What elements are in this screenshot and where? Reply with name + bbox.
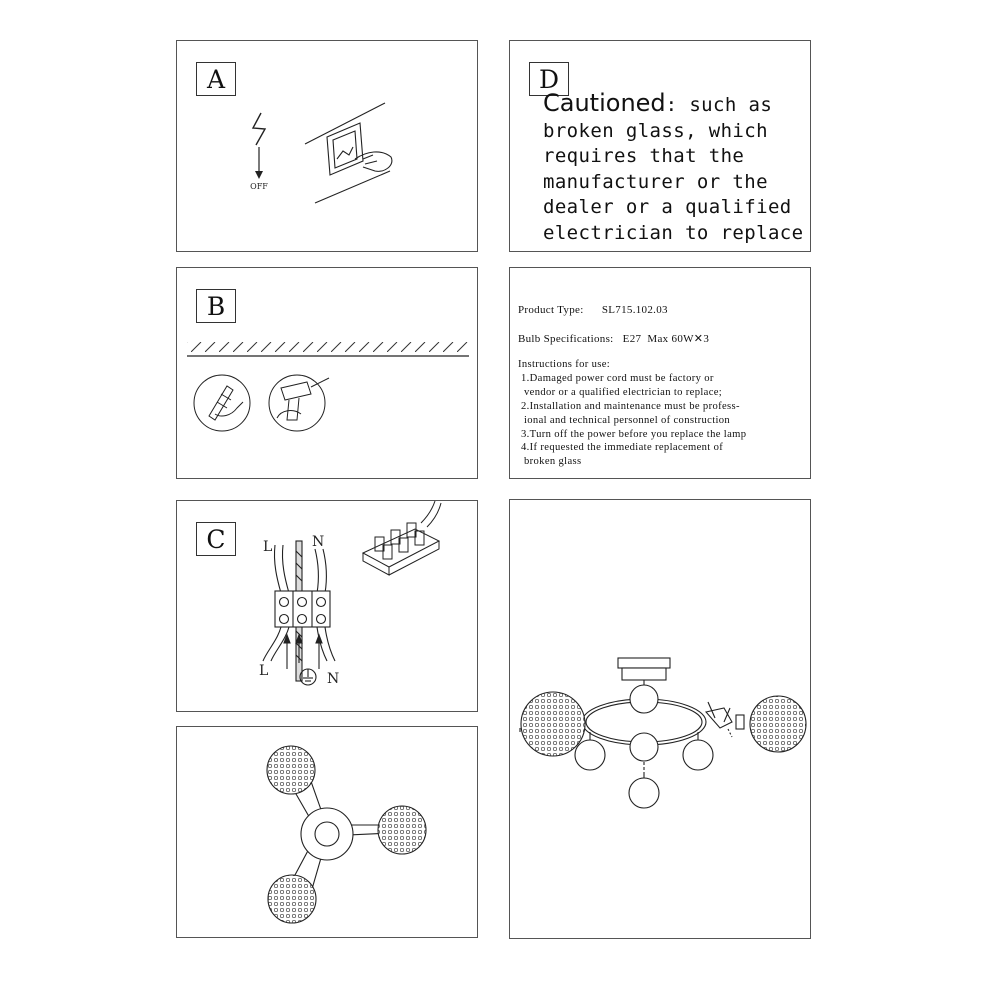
globe-mesh-left — [521, 692, 585, 756]
caution-word: Cautioned — [543, 89, 666, 117]
globe-mesh-right — [750, 696, 806, 752]
globe-center — [630, 733, 658, 761]
panel-top-view — [176, 726, 478, 938]
bulb-socket: E27 — [622, 333, 642, 345]
instruction-line-3: 2.Installation and maintenance must be profess- — [518, 400, 740, 412]
bulb-max: Max 60W✕3 — [647, 333, 710, 345]
panel-d — [509, 40, 811, 252]
panel-spec — [509, 267, 811, 479]
label-bottom-n: N — [327, 671, 340, 687]
caution-line-3: requires that the — [543, 145, 745, 167]
globe-top-left — [267, 746, 315, 794]
instructions-title: Instructions for use: — [518, 359, 611, 370]
step-label-a: A — [196, 62, 236, 96]
product-type-row — [518, 304, 668, 316]
ceiling-hatch — [187, 342, 469, 356]
globe-right-small — [683, 740, 713, 770]
label-top-n: N — [312, 534, 325, 550]
label-top-l: L — [263, 539, 273, 555]
caution-line-4: manufacturer or the — [543, 170, 768, 193]
bulb-spec-row — [518, 332, 709, 345]
globe-bottom — [629, 778, 659, 808]
globe-top — [630, 685, 658, 713]
wiring-illustration — [177, 501, 479, 713]
globe-right — [378, 806, 426, 854]
drilling-illustration — [177, 268, 479, 480]
terminal-block — [263, 541, 335, 685]
wall-switch-icon — [305, 103, 392, 203]
caution-text — [543, 91, 803, 246]
lamp-side-view — [510, 500, 812, 940]
product-type-value: SL715.102.03 — [601, 304, 668, 316]
power-off-illustration — [177, 41, 479, 253]
caution-line-2: broken glass, which — [543, 119, 768, 142]
instruction-line-7: broken glass — [518, 456, 582, 468]
globe-bottom-left — [268, 875, 316, 923]
instruction-line-5: 3.Turn off the power before you replace the lamp — [518, 428, 747, 440]
panel-c — [176, 500, 478, 712]
caution-line-5: dealer or a qualified — [543, 196, 792, 218]
lamp-top-view — [177, 727, 479, 939]
caution-line-6: electrician to replace — [543, 221, 804, 244]
step-label-b: B — [196, 289, 236, 323]
panel-a — [176, 40, 478, 252]
panel-side-view — [509, 499, 811, 939]
step-label-c: C — [196, 522, 236, 556]
instruction-line-4: ional and technical personnel of construction — [518, 414, 731, 426]
globe-left — [575, 740, 605, 770]
caution-line-1: : such as — [665, 94, 773, 116]
panel-b — [176, 267, 478, 479]
connector-detail — [363, 501, 441, 575]
lightning-icon — [253, 113, 265, 179]
instruction-line-2: vendor or a qualified electrician to replace; — [518, 386, 723, 398]
drill-icon — [269, 375, 329, 431]
instruction-line-1: 1.Damaged power cord must be factory or — [518, 372, 714, 384]
instruction-line-6: 4.If requested the immediate replacement of — [518, 442, 724, 454]
step-label-d: D — [529, 62, 569, 96]
bulb-spec-label: Bulb Specifications: — [518, 333, 614, 345]
label-bottom-l: L — [259, 663, 269, 679]
pencil-mark-icon — [194, 375, 250, 431]
instructions — [518, 358, 746, 469]
off-label: OFF — [250, 182, 268, 191]
product-type-label: Product Type: — [518, 304, 584, 316]
